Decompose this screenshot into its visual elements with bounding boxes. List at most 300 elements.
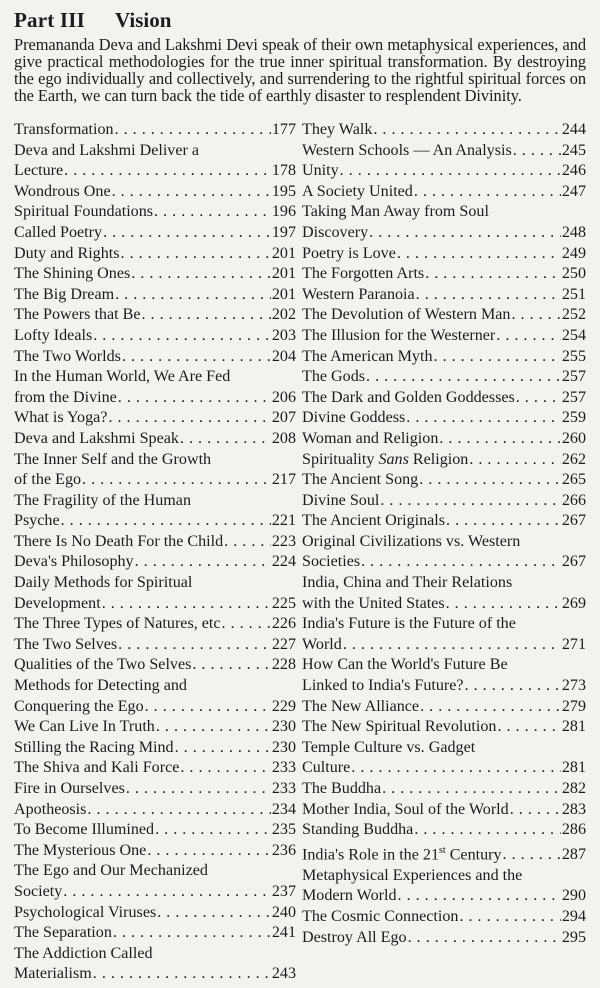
toc-page-number: 287	[561, 846, 586, 864]
toc-entry-title: Apotheosis	[14, 800, 87, 818]
toc-entry-line	[14, 491, 296, 512]
toc-entry[interactable]	[14, 367, 296, 408]
toc-entry-title: The Shiva and Kali Force	[14, 759, 180, 777]
toc-entry[interactable]	[14, 347, 296, 368]
toc-entry-title: The Gods	[302, 368, 366, 386]
toc-page-number: 248	[561, 223, 586, 241]
toc-entry-line	[14, 326, 296, 347]
toc-entry-line	[302, 532, 586, 553]
toc-entry[interactable]	[14, 182, 296, 203]
toc-entry-title: The Two Selves	[14, 635, 118, 653]
toc-page-number: 283	[561, 800, 586, 818]
toc-page-number: 227	[271, 635, 296, 653]
dot-leader	[103, 223, 271, 244]
toc-entry-line	[14, 676, 296, 697]
toc-entry-line	[302, 161, 586, 182]
toc-entry-line	[302, 285, 586, 306]
toc-page-number: 273	[561, 677, 586, 695]
toc-entry[interactable]	[14, 758, 296, 779]
toc-entry-line	[302, 120, 586, 141]
toc-entry-title: Poetry is Love	[302, 244, 396, 262]
dot-leader	[131, 264, 271, 285]
toc-entry-line	[14, 305, 296, 326]
toc-entry-line	[302, 244, 586, 265]
toc-entry[interactable]	[302, 532, 586, 573]
toc-entry-title: Lofty Ideals	[14, 326, 93, 344]
toc-entry-title: We Can Live In Truth	[14, 718, 155, 736]
dot-leader	[406, 408, 561, 429]
toc-entry-line	[14, 800, 296, 821]
toc-page-number: 259	[561, 409, 586, 427]
toc-entry-line	[302, 202, 586, 223]
toc-entry-title: The Shining Ones	[14, 265, 131, 283]
toc-entry-line	[302, 326, 586, 347]
toc-entry[interactable]	[302, 120, 586, 141]
toc-entry-title: They Walk	[302, 121, 373, 138]
toc-page-number: 267	[561, 512, 586, 530]
part-label: Part III	[14, 8, 86, 32]
toc-entry[interactable]	[302, 202, 586, 243]
toc-entry-line	[302, 717, 586, 738]
toc-entry-line	[302, 305, 586, 326]
toc-entry[interactable]	[302, 285, 586, 306]
toc-entry[interactable]	[14, 676, 296, 717]
toc-entry-title: of the Ego	[14, 471, 82, 489]
toc-entry[interactable]	[302, 907, 586, 928]
toc-entry[interactable]	[14, 429, 296, 450]
toc-entry[interactable]	[14, 141, 296, 182]
dot-leader	[126, 779, 271, 800]
toc-entry-title: Psychological Viruses	[14, 903, 157, 921]
toc-entry[interactable]	[14, 202, 296, 223]
dot-leader	[465, 676, 561, 697]
dot-leader	[180, 429, 271, 450]
toc-entry-title: The New Alliance	[302, 697, 420, 715]
toc-entry-line	[14, 388, 296, 409]
dot-leader	[102, 594, 271, 615]
toc-entry[interactable]	[302, 244, 586, 265]
toc-entry-line	[302, 450, 586, 471]
toc-entry-line	[14, 511, 296, 532]
toc-entry[interactable]	[14, 841, 296, 862]
toc-entry-title: The Fragility of the Human	[14, 491, 191, 509]
dot-leader	[61, 511, 271, 532]
dot-leader	[222, 614, 271, 635]
toc-entry-line	[302, 573, 586, 594]
dot-leader	[511, 305, 560, 326]
toc-entry-title: Western Schools — An Analysis	[302, 141, 512, 159]
toc-entry-title: The Devolution of Western Man	[302, 306, 511, 324]
toc-page-number: 262	[561, 450, 586, 468]
toc-entry[interactable]	[302, 800, 586, 821]
toc-entry[interactable]	[302, 614, 586, 655]
toc-entry-line	[14, 614, 296, 635]
toc-entry-title: from the Divine	[14, 388, 117, 406]
toc-entry[interactable]	[302, 928, 586, 949]
toc-entry-line	[302, 676, 586, 697]
toc-entry-line	[302, 141, 586, 162]
toc-entry-line	[302, 907, 586, 928]
toc-entry-title: Unity	[302, 162, 339, 180]
toc-entry-title: Transformation	[14, 121, 114, 138]
toc-entry-title: What is Yoga?	[14, 409, 108, 427]
toc-entry[interactable]	[302, 347, 586, 368]
toc-entry-line	[14, 161, 296, 182]
toc-entry-title: India's Future is the Future of the	[302, 615, 516, 633]
toc-entry-title: The Big Dream	[14, 285, 115, 303]
dot-leader	[154, 202, 271, 223]
toc-entry-title: Discovery	[302, 223, 369, 241]
dot-leader	[510, 800, 561, 821]
toc-page-number: 269	[561, 594, 586, 612]
toc-page-number: 233	[271, 780, 296, 797]
dot-leader	[145, 697, 271, 718]
toc-entry-line	[302, 182, 586, 203]
toc-entry-line	[302, 820, 586, 841]
toc-page-number: 265	[561, 471, 586, 489]
toc-page-number: 207	[271, 409, 296, 427]
toc-entry-title: The Three Types of Natures, etc	[14, 615, 221, 633]
toc-entry-line	[302, 779, 586, 800]
dot-leader	[397, 244, 561, 265]
toc-entry[interactable]	[14, 944, 296, 985]
toc-entry-title: Methods for Detecting and	[14, 677, 187, 695]
toc-page-number: 201	[271, 285, 296, 303]
dot-leader	[513, 141, 561, 162]
toc-entry-title: India's Role in the 21st Century	[302, 844, 502, 864]
toc-page-number: 295	[561, 928, 586, 946]
toc-entry[interactable]	[14, 820, 296, 841]
toc-page-number: 206	[271, 388, 296, 406]
toc-entry-title: Development	[14, 594, 101, 612]
toc-entry-title: The Inner Self and the Growth	[14, 450, 212, 468]
toc-page-number: 236	[271, 841, 296, 859]
toc-page-number: 290	[561, 887, 586, 905]
toc-entry-title: India, China and Their Relations	[302, 574, 513, 592]
toc-entry-title: How Can the World's Future Be	[302, 656, 508, 674]
dot-leader	[351, 758, 561, 779]
toc-entry[interactable]	[302, 820, 586, 841]
dot-leader	[108, 408, 270, 429]
toc-entry[interactable]	[302, 429, 586, 450]
toc-page-number: 281	[561, 718, 586, 736]
toc-entry[interactable]	[14, 285, 296, 306]
toc-entry[interactable]	[302, 367, 586, 388]
dot-leader	[398, 886, 561, 907]
dot-leader	[180, 758, 270, 779]
toc-page-number: 204	[271, 347, 296, 365]
toc-entry-line	[302, 594, 586, 615]
dot-leader	[414, 820, 561, 841]
toc-entry-title: The Separation	[14, 924, 112, 942]
toc-entry[interactable]	[302, 408, 586, 429]
toc-entry-line	[14, 470, 296, 491]
dot-leader	[122, 347, 271, 368]
toc-entry-title: Destroy All Ego	[302, 928, 407, 946]
toc-entry-line	[14, 367, 296, 388]
toc-entry-title: Modern World	[302, 887, 397, 905]
toc-entry-title: Fire in Ourselves	[14, 780, 125, 797]
toc-entry[interactable]	[14, 738, 296, 759]
toc-page-number: 201	[271, 265, 296, 283]
toc-page-number: 229	[271, 697, 296, 715]
dot-leader	[93, 326, 271, 347]
toc-entry-title: To Become Illumined	[14, 821, 155, 839]
toc-entry[interactable]	[14, 305, 296, 326]
toc-entry-title: Materialism	[14, 965, 92, 983]
toc-entry[interactable]	[14, 614, 296, 635]
dot-leader	[93, 964, 271, 985]
dot-leader	[446, 594, 561, 615]
toc-page-number: 260	[561, 429, 586, 447]
toc-entry-line	[14, 202, 296, 223]
table-of-contents	[14, 120, 586, 985]
toc-page-number: 225	[271, 594, 296, 612]
toc-page-number: 235	[271, 821, 296, 839]
dot-leader	[434, 347, 561, 368]
toc-entry[interactable]	[302, 866, 586, 907]
toc-entry-title: Called Poetry	[14, 223, 103, 241]
toc-page-number: 201	[271, 244, 296, 262]
toc-entry-title: Standing Buddha	[302, 821, 414, 839]
toc-entry-title: Society	[14, 882, 63, 900]
toc-entry[interactable]	[14, 635, 296, 656]
toc-entry[interactable]	[14, 655, 296, 676]
dot-leader	[142, 305, 271, 326]
toc-entry-title: Lecture	[14, 162, 64, 180]
dot-leader	[425, 264, 561, 285]
toc-page-number: 247	[561, 182, 586, 200]
toc-entry[interactable]	[14, 450, 296, 491]
toc-entry-line	[14, 532, 296, 553]
dot-leader	[496, 326, 561, 347]
toc-entry[interactable]	[302, 470, 586, 491]
toc-entry[interactable]	[14, 717, 296, 738]
toc-entry-line	[14, 408, 296, 429]
toc-entry[interactable]	[14, 244, 296, 265]
toc-page-number: 243	[271, 965, 296, 983]
toc-entry-line	[14, 573, 296, 594]
dot-leader	[459, 907, 560, 928]
toc-page-number: 281	[561, 759, 586, 777]
toc-entry-title: Temple Culture vs. Gadget	[302, 738, 476, 756]
toc-entry[interactable]	[14, 491, 296, 532]
toc-page-number: 178	[271, 162, 296, 180]
toc-page-number: 271	[561, 635, 586, 653]
dot-leader	[135, 552, 271, 573]
dot-leader	[516, 388, 561, 409]
toc-entry[interactable]	[14, 223, 296, 244]
toc-entry[interactable]	[302, 388, 586, 409]
toc-entry[interactable]	[14, 800, 296, 821]
toc-page-number: 230	[271, 718, 296, 736]
toc-entry-line	[14, 450, 296, 471]
dot-leader	[147, 841, 271, 862]
toc-entry-title: The Buddha	[302, 780, 382, 797]
dot-leader	[118, 635, 271, 656]
toc-entry-line	[302, 264, 586, 285]
section-header	[14, 8, 586, 33]
dot-leader	[469, 450, 561, 471]
toc-entry-line	[14, 882, 296, 903]
toc-entry-line	[14, 264, 296, 285]
toc-entry[interactable]	[302, 491, 586, 512]
toc-entry[interactable]	[14, 552, 296, 573]
toc-entry[interactable]	[302, 450, 586, 471]
toc-entry[interactable]	[14, 326, 296, 347]
toc-entry-line	[302, 758, 586, 779]
toc-entry-line	[14, 655, 296, 676]
toc-entry-title: Spiritual Foundations	[14, 203, 154, 221]
toc-page-number: 195	[271, 182, 296, 200]
toc-entry[interactable]	[302, 717, 586, 738]
toc-entry-line	[14, 738, 296, 759]
toc-page-number: 250	[561, 265, 586, 283]
toc-entry-line	[302, 388, 586, 409]
part-title: Vision	[115, 8, 172, 32]
toc-entry[interactable]	[302, 305, 586, 326]
dot-leader	[82, 470, 271, 491]
toc-entry-title: Metaphysical Experiences and the	[302, 866, 523, 884]
dot-leader	[439, 429, 560, 450]
toc-entry-title: Stilling the Racing Mind	[14, 738, 174, 756]
dot-leader	[175, 738, 271, 759]
toc-entry-title: Woman and Religion	[302, 429, 439, 447]
toc-entry-line	[14, 923, 296, 944]
dot-leader	[414, 182, 561, 203]
toc-entry-line	[302, 491, 586, 512]
toc-page-number: 251	[561, 285, 586, 303]
toc-entry[interactable]	[14, 861, 296, 902]
toc-entry-title: The Ancient Originals	[302, 512, 446, 530]
toc-entry-title: with the United States	[302, 594, 445, 612]
toc-entry-line	[14, 594, 296, 615]
toc-entry-line	[302, 552, 586, 573]
toc-entry-title: The Two Worlds	[14, 347, 121, 365]
toc-entry[interactable]	[302, 655, 586, 696]
toc-entry[interactable]	[302, 161, 586, 182]
toc-page-number: 240	[271, 903, 296, 921]
toc-entry-title: Societies	[302, 553, 361, 571]
toc-entry[interactable]	[302, 697, 586, 718]
dot-leader	[380, 491, 561, 512]
toc-entry-line	[302, 223, 586, 244]
toc-page-number: 221	[271, 512, 296, 530]
toc-entry-title: Deva and Lakshmi Deliver a	[14, 141, 200, 159]
toc-entry-line	[14, 717, 296, 738]
dot-leader	[224, 532, 271, 553]
toc-entry-line	[14, 285, 296, 306]
toc-page-number: 245	[561, 141, 586, 159]
dot-leader	[155, 820, 271, 841]
toc-entry[interactable]	[14, 903, 296, 924]
toc-entry-line	[302, 841, 586, 866]
dot-leader	[156, 717, 271, 738]
toc-entry-title: There Is No Death For the Child	[14, 532, 224, 550]
dot-leader	[121, 244, 271, 265]
toc-entry[interactable]	[302, 511, 586, 532]
toc-page-number: 249	[561, 244, 586, 262]
toc-entry-line	[14, 697, 296, 718]
dot-leader	[369, 223, 561, 244]
toc-entry-line	[14, 861, 296, 882]
toc-entry-line	[302, 738, 586, 759]
toc-entry-line	[14, 779, 296, 800]
dot-leader	[87, 800, 270, 821]
toc-entry-title: The Mysterious One	[14, 841, 147, 859]
toc-entry-line	[302, 614, 586, 635]
dot-leader	[416, 285, 561, 306]
toc-entry-line	[14, 635, 296, 656]
toc-entry-line	[14, 820, 296, 841]
toc-entry[interactable]	[302, 182, 586, 203]
toc-page-number: 241	[271, 924, 296, 942]
toc-entry-line	[14, 758, 296, 779]
toc-entry-line	[14, 429, 296, 450]
toc-page-number: 233	[271, 759, 296, 777]
toc-entry[interactable]	[14, 408, 296, 429]
toc-entry-title: The Forgotten Arts	[302, 265, 425, 283]
toc-entry-title: Conquering the Ego	[14, 697, 144, 715]
toc-page-number: 244	[561, 121, 586, 138]
toc-entry-line	[302, 866, 586, 887]
toc-entry[interactable]	[14, 573, 296, 614]
toc-entry[interactable]	[302, 264, 586, 285]
toc-page-number: 252	[561, 306, 586, 324]
toc-entry[interactable]	[302, 141, 586, 162]
toc-page-number: 223	[271, 532, 296, 550]
toc-entry[interactable]	[14, 264, 296, 285]
toc-entry[interactable]	[14, 779, 296, 800]
toc-page-number: 224	[271, 553, 296, 571]
toc-entry[interactable]	[302, 573, 586, 614]
toc-entry[interactable]	[302, 326, 586, 347]
toc-entry-line	[14, 347, 296, 368]
dot-leader	[112, 182, 271, 203]
toc-entry[interactable]	[14, 120, 296, 141]
dot-leader	[118, 388, 271, 409]
toc-entry-line	[14, 244, 296, 265]
toc-entry-title: Duty and Rights	[14, 244, 120, 262]
toc-entry-line	[302, 697, 586, 718]
toc-entry[interactable]	[302, 841, 586, 866]
dot-leader	[113, 923, 271, 944]
dot-leader	[420, 697, 561, 718]
dot-leader	[446, 511, 561, 532]
toc-page-number: 257	[561, 368, 586, 386]
toc-entry-line	[302, 928, 586, 949]
toc-page-number: 237	[271, 882, 296, 900]
toc-page-number: 279	[561, 697, 586, 715]
toc-page-number: 267	[561, 553, 586, 571]
toc-page-number: 234	[271, 800, 296, 818]
toc-entry[interactable]	[302, 779, 586, 800]
toc-entry-line	[302, 408, 586, 429]
toc-entry[interactable]	[14, 532, 296, 553]
toc-entry[interactable]	[14, 923, 296, 944]
toc-entry-title: Psyche	[14, 512, 60, 530]
toc-left-column	[14, 120, 296, 985]
toc-entry[interactable]	[302, 738, 586, 779]
toc-entry-title: Qualities of the Two Selves	[14, 656, 192, 674]
toc-page-number: 266	[561, 491, 586, 509]
toc-entry-title: The Cosmic Connection	[302, 907, 459, 925]
toc-entry-title: Mother India, Soul of the World	[302, 800, 509, 818]
toc-entry-title: Divine Soul	[302, 491, 380, 509]
dot-leader	[340, 161, 561, 182]
toc-entry-line	[302, 655, 586, 676]
toc-entry-title: Deva and Lakshmi Speak	[14, 429, 179, 447]
